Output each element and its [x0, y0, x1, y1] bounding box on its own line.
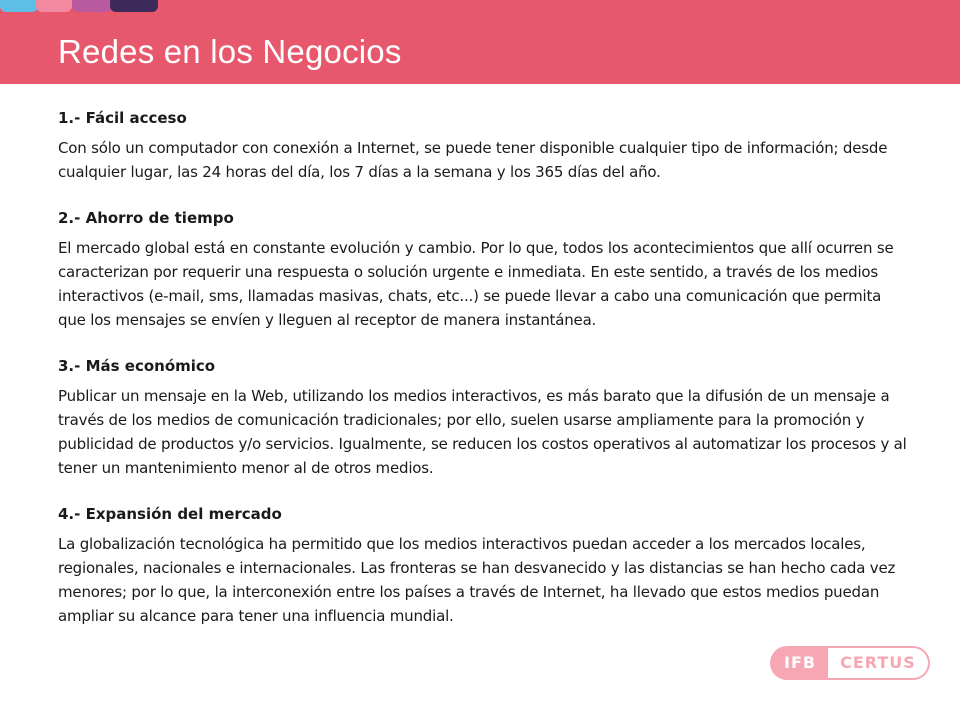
- section-facil-acceso: [58, 108, 908, 184]
- section-body: La globalización tecnológica ha permitido que los medios interactivos puedan acceder a los mercados locales, regionales, nacionales e internacionales. Las fronteras se han desvanecido y las distancias se han hecho cada vez menores; por lo que, la interconexión entre los países a través de Internet, ha llevado que estos medios puedan ampliar su alcance para tener una influencia mundial.: [58, 535, 896, 625]
- logo-ifb-text: IFB: [770, 646, 828, 680]
- decorative-tab-blue: [0, 0, 38, 12]
- section-body: Con sólo un computador con conexión a Internet, se puede tener disponible cualquier tipo de información; desde cualquier lugar, las 24 horas del día, los 7 días a la semana y los 365 días del año.: [58, 139, 888, 181]
- header-banner: [0, 0, 960, 84]
- section-heading: 2.- Ahorro de tiempo: [58, 209, 234, 227]
- slide-title: Redes en los Negocios: [58, 33, 402, 70]
- decorative-tab-magenta: [72, 0, 112, 12]
- section-heading: 4.- Expansión del mercado: [58, 505, 282, 523]
- section-heading: 1.- Fácil acceso: [58, 109, 187, 127]
- slide-content: [58, 108, 908, 652]
- section-mas-economico: [58, 356, 908, 480]
- decorative-tab-pink: [36, 0, 72, 12]
- decorative-tabs: [0, 0, 200, 12]
- section-body: El mercado global está en constante evolución y cambio. Por lo que, todos los acontecimientos que allí ocurren se caracterizan por requerir una respuesta o solución urgente e inmediata. En este sentido, a través de los medios interactivos (e-mail, sms, llamadas masivas, chats, etc...) se puede llevar a cabo una comunicación que permita que los mensajes se envíen y lleguen al receptor de manera instantánea.: [58, 239, 894, 329]
- decorative-tab-purple: [110, 0, 158, 12]
- logo-certus-text: CERTUS: [828, 646, 930, 680]
- section-ahorro-de-tiempo: [58, 208, 908, 332]
- section-heading: 3.- Más económico: [58, 357, 216, 375]
- ifb-certus-logo: [770, 646, 930, 680]
- section-body: Publicar un mensaje en la Web, utilizando los medios interactivos, es más barato que la difusión de un mensaje a través de los medios de comunicación tradicionales; por ello, suelen usarse ampliamente para la promoción y publicidad de productos y/o servicios. Igualmente, se reducen los costos operativos al automatizar los procesos y al tener un mantenimiento menor al de otros medios.: [58, 387, 907, 477]
- section-expansion-del-mercado: [58, 504, 908, 628]
